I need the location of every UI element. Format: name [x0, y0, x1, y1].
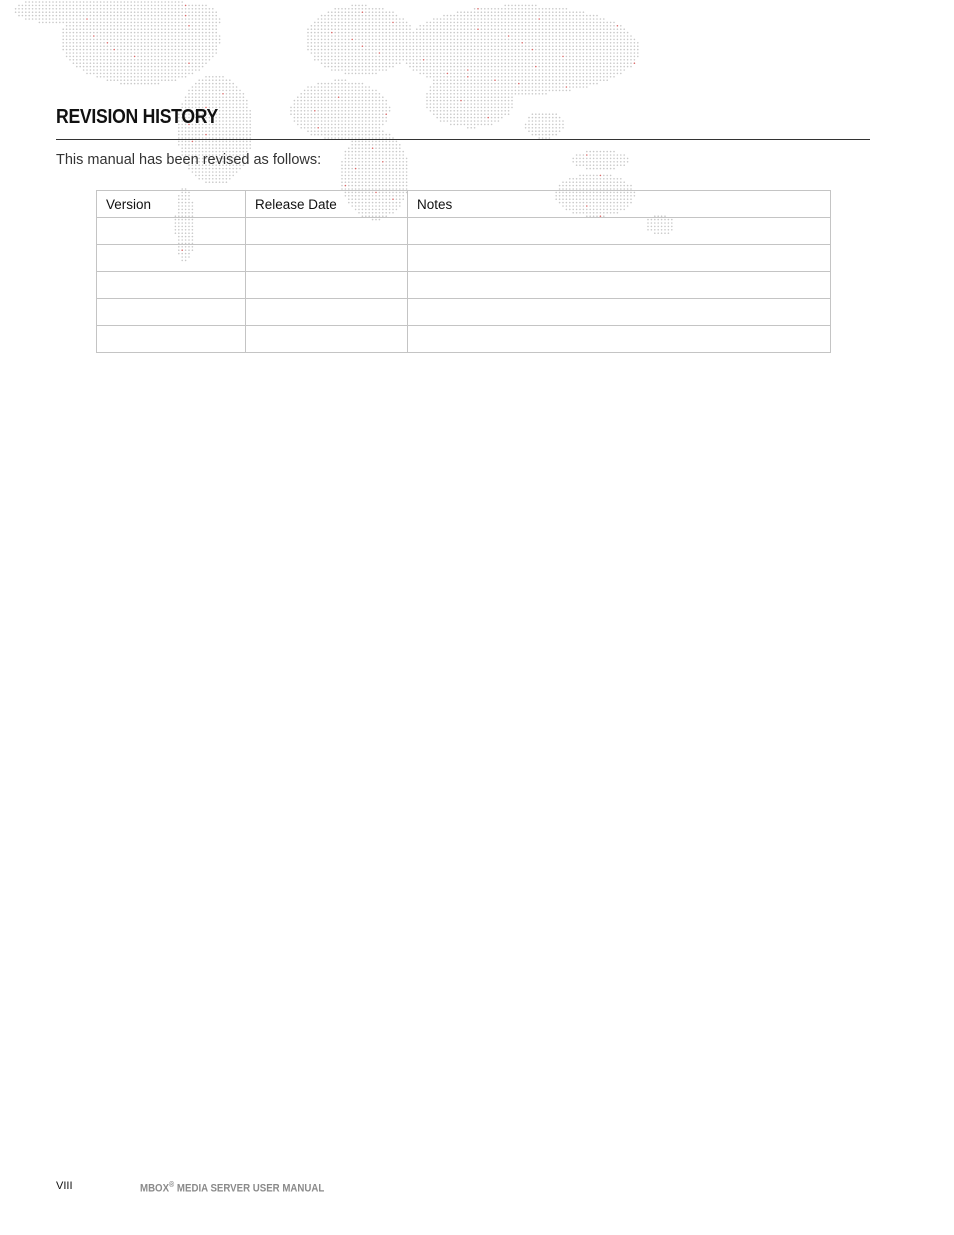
column-header-release-date: Release Date	[246, 191, 408, 218]
intro-text: This manual has been revised as follows:	[56, 152, 322, 168]
table-row	[97, 299, 831, 326]
footer-brand: MBOX	[140, 1182, 170, 1195]
cell-version	[97, 299, 246, 326]
table-row	[97, 218, 831, 245]
cell-version	[97, 218, 246, 245]
footer-title-text: MEDIA SERVER USER MANUAL	[176, 1182, 325, 1195]
table-header-row	[97, 191, 831, 218]
cell-version	[97, 326, 246, 353]
page-number: VIII	[56, 1180, 73, 1192]
cell-notes	[408, 218, 831, 245]
cell-release-date	[246, 299, 408, 326]
cell-release-date	[246, 218, 408, 245]
cell-version	[97, 272, 246, 299]
column-header-version: Version	[97, 191, 246, 218]
footer-manual-title	[140, 1180, 324, 1195]
cell-release-date	[246, 272, 408, 299]
cell-release-date	[246, 245, 408, 272]
cell-notes	[408, 245, 831, 272]
table-row	[97, 245, 831, 272]
cell-version	[97, 245, 246, 272]
cell-notes	[408, 299, 831, 326]
title-divider	[56, 139, 870, 140]
registered-mark: ®	[169, 1180, 175, 1189]
page-title: REVISION HISTORY	[56, 106, 219, 128]
cell-notes	[408, 326, 831, 353]
table-row	[97, 272, 831, 299]
cell-release-date	[246, 326, 408, 353]
table-row	[97, 326, 831, 353]
cell-notes	[408, 272, 831, 299]
column-header-notes: Notes	[408, 191, 831, 218]
revision-table	[96, 190, 831, 353]
